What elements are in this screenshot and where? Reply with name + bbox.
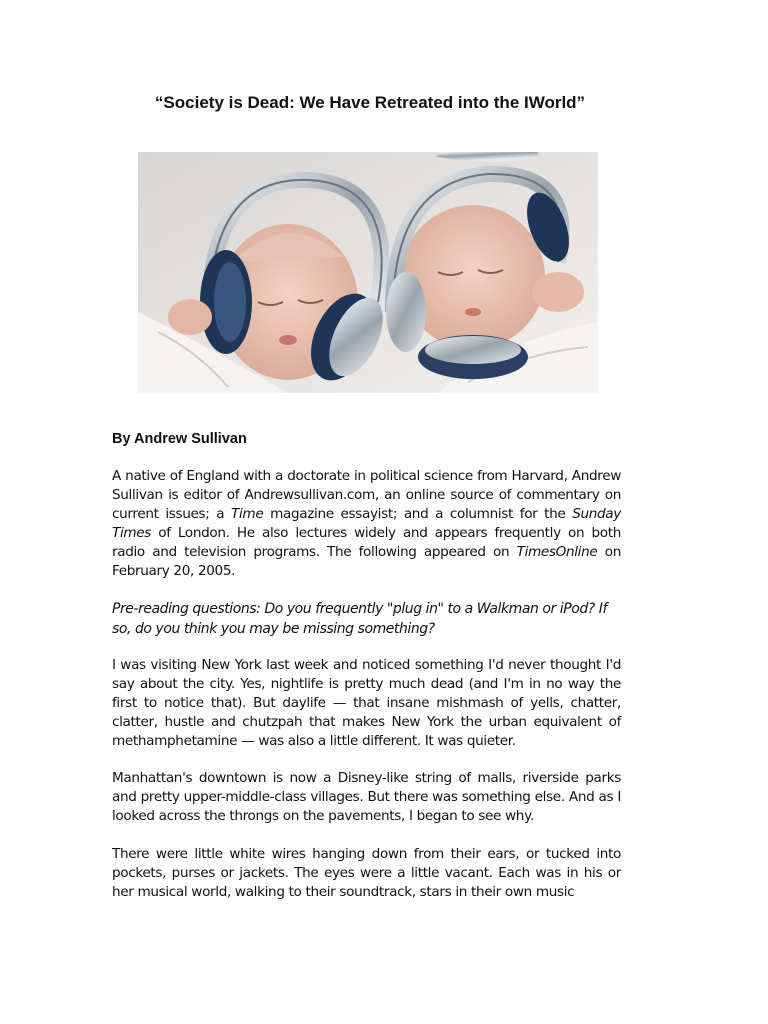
author-intro-paragraph [112, 467, 621, 581]
body-paragraph-1: I was visiting New York last week and noticed something I'd never thought I'd say about the city. Yes, nightlife is pretty much dead (and I'm in no way the first to notice that). But daylife — that insane mishmash of yells, chatter, clatter, hustle and chutzpah that makes New York the urban equivalent of methamphetamine — was also a little different. It was quieter. [112, 657, 621, 749]
intro-text-1: A native of England with a doctorate in political science from Harvard, Andrew Sullivan is editor of Andrewsullivan.com, an online source of commentary on current issues; a [112, 468, 621, 522]
intro-text-3: of London. He also lectures widely and appears frequently on both radio and television programs. The following appeared on [112, 525, 621, 560]
body-paragraph-3: There were little white wires hanging down from their ears, or tucked into pockets, purses or jackets. The eyes were a little vacant. Each was in his or her musical world, walking to their soundtrack, stars in their own music [112, 846, 621, 900]
prereading-questions: Pre-reading questions: Do you frequently "plug in" to a Walkman or iPod? If so, do you think you may be missing something? [112, 601, 607, 637]
intro-text-2: magazine essayist; and a columnist for the [263, 506, 573, 522]
intro-timesonline-title: TimesOnline [516, 544, 598, 560]
article-title: “Society is Dead: We Have Retreated into the IWorld” [154, 93, 586, 112]
body-paragraph-2: Manhattan's downtown is now a Disney-like string of malls, riverside parks and pretty upper-middle-class villages. But there was something else. And as I looked across the throngs on the pavements, I began to see why. [112, 770, 621, 824]
intro-text-4: on February 20, 2005. [112, 544, 621, 579]
photo-babies-with-headphones [138, 152, 598, 393]
author-byline: By Andrew Sullivan [112, 431, 247, 447]
intro-sunday-times-title: Sunday Times [112, 506, 621, 541]
intro-time-title: Time [231, 506, 264, 522]
